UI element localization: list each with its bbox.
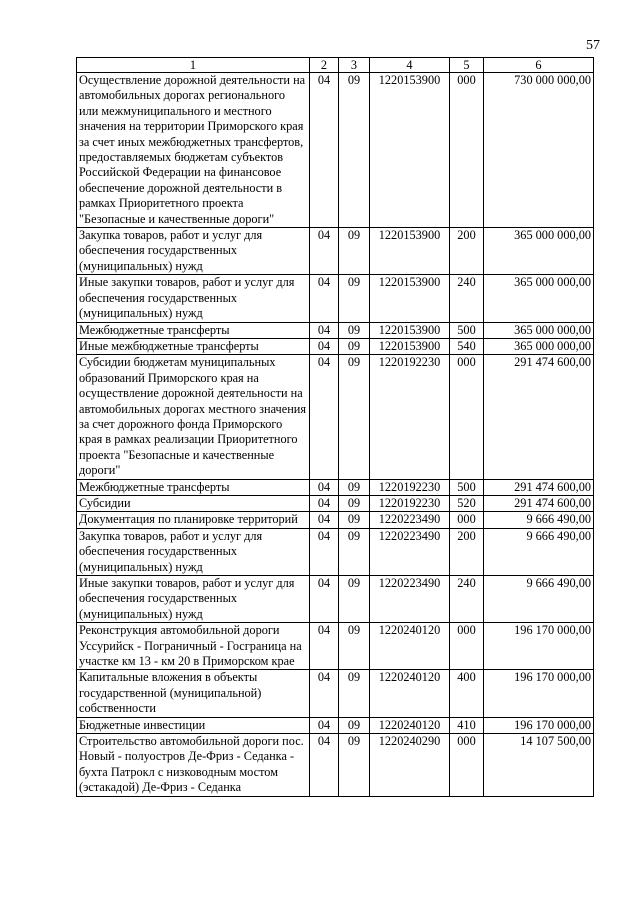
expense-type-cell: 240: [450, 275, 484, 322]
target-article-cell: 1220223490: [370, 512, 450, 528]
amount-cell: 365 000 000,00: [484, 228, 594, 275]
expense-type-cell: 000: [450, 512, 484, 528]
section-code-cell: 04: [310, 717, 339, 733]
amount-cell: 196 170 000,00: [484, 717, 594, 733]
table-row: [77, 528, 594, 575]
amount-cell: 365 000 000,00: [484, 275, 594, 322]
amount-cell: 365 000 000,00: [484, 322, 594, 338]
expense-type-cell: 000: [450, 73, 484, 228]
expense-type-cell: 200: [450, 528, 484, 575]
table-body: [77, 73, 594, 797]
table-row: [77, 275, 594, 322]
section-code-cell: 04: [310, 670, 339, 717]
subsection-code-cell: 09: [339, 528, 370, 575]
expense-type-cell: 410: [450, 717, 484, 733]
row-name-cell: Реконструкция автомобильной дороги Уссурийск - Пограничный - Госграница на участке км 13 - км 20 в Приморском крае: [77, 623, 310, 670]
subsection-code-cell: 09: [339, 275, 370, 322]
expense-type-cell: 540: [450, 338, 484, 354]
row-name-cell: Субсидии: [77, 495, 310, 511]
row-name-cell: Межбюджетные трансферты: [77, 479, 310, 495]
section-code-cell: 04: [310, 512, 339, 528]
table-row: [77, 355, 594, 479]
expense-type-cell: 500: [450, 322, 484, 338]
row-name-cell: Строительство автомобильной дороги пос. Новый - полуостров Де-Фриз - Седанка - бухта Патрокл с низководным мостом (эстакадой) Де-Фриз - Седанка: [77, 734, 310, 797]
table-row: [77, 228, 594, 275]
row-name-cell: Иные межбюджетные трансферты: [77, 338, 310, 354]
amount-cell: 196 170 000,00: [484, 670, 594, 717]
section-code-cell: 04: [310, 73, 339, 228]
target-article-cell: 1220153900: [370, 322, 450, 338]
table-row: [77, 479, 594, 495]
row-name-cell: Документация по планировке территорий: [77, 512, 310, 528]
subsection-code-cell: 09: [339, 670, 370, 717]
subsection-code-cell: 09: [339, 734, 370, 797]
expense-type-cell: 400: [450, 670, 484, 717]
target-article-cell: 1220223490: [370, 528, 450, 575]
expense-type-cell: 000: [450, 355, 484, 479]
subsection-code-cell: 09: [339, 623, 370, 670]
target-article-cell: 1220192230: [370, 355, 450, 479]
subsection-code-cell: 09: [339, 228, 370, 275]
expense-type-cell: 000: [450, 623, 484, 670]
section-code-cell: 04: [310, 734, 339, 797]
row-name-cell: Закупка товаров, работ и услуг для обеспечения государственных (муниципальных) нужд: [77, 228, 310, 275]
row-name-cell: Иные закупки товаров, работ и услуг для обеспечения государственных (муниципальных) нужд: [77, 275, 310, 322]
amount-cell: 14 107 500,00: [484, 734, 594, 797]
page-number: 57: [586, 38, 600, 53]
section-code-cell: 04: [310, 495, 339, 511]
table-row: [77, 338, 594, 354]
row-name-cell: Субсидии бюджетам муниципальных образований Приморского края на осуществление дорожной деятельности на автомобильных дорогах местного значения за счет дорожного фонда Приморского края в рамках реализации Приоритетного проекта "Безопасные и качественные дороги": [77, 355, 310, 479]
section-code-cell: 04: [310, 528, 339, 575]
section-code-cell: 04: [310, 355, 339, 479]
expense-type-cell: 000: [450, 734, 484, 797]
table-row: [77, 717, 594, 733]
table-row: [77, 322, 594, 338]
row-name-cell: Иные закупки товаров, работ и услуг для обеспечения государственных (муниципальных) нужд: [77, 576, 310, 623]
table-header-row: [77, 58, 594, 73]
amount-cell: 730 000 000,00: [484, 73, 594, 228]
target-article-cell: 1220192230: [370, 495, 450, 511]
amount-cell: 291 474 600,00: [484, 355, 594, 479]
amount-cell: 9 666 490,00: [484, 528, 594, 575]
column-header-3: 3: [339, 58, 370, 73]
section-code-cell: 04: [310, 322, 339, 338]
target-article-cell: 1220240120: [370, 623, 450, 670]
amount-cell: 291 474 600,00: [484, 479, 594, 495]
section-code-cell: 04: [310, 623, 339, 670]
amount-cell: 9 666 490,00: [484, 576, 594, 623]
table-row: [77, 495, 594, 511]
target-article-cell: 1220153900: [370, 338, 450, 354]
column-header-5: 5: [450, 58, 484, 73]
column-header-1: 1: [77, 58, 310, 73]
expense-type-cell: 520: [450, 495, 484, 511]
column-header-2: 2: [310, 58, 339, 73]
subsection-code-cell: 09: [339, 717, 370, 733]
row-name-cell: Закупка товаров, работ и услуг для обеспечения государственных (муниципальных) нужд: [77, 528, 310, 575]
target-article-cell: 1220240290: [370, 734, 450, 797]
subsection-code-cell: 09: [339, 355, 370, 479]
table-row: [77, 670, 594, 717]
row-name-cell: Осуществление дорожной деятельности на автомобильных дорогах регионального или межмуниципального и местного значения на территории Приморского края за счет иных межбюджетных трансфертов, предоставляемых бюджетам субъектов Российской Федерации на финансовое обеспечение дорожной деятельности в рамках Приоритетного проекта "Безопасные и качественные дороги": [77, 73, 310, 228]
table-row: [77, 623, 594, 670]
column-header-6: 6: [484, 58, 594, 73]
expense-type-cell: 500: [450, 479, 484, 495]
row-name-cell: Межбюджетные трансферты: [77, 322, 310, 338]
table-row: [77, 576, 594, 623]
amount-cell: 196 170 000,00: [484, 623, 594, 670]
subsection-code-cell: 09: [339, 495, 370, 511]
amount-cell: 9 666 490,00: [484, 512, 594, 528]
expense-type-cell: 200: [450, 228, 484, 275]
row-name-cell: Бюджетные инвестиции: [77, 717, 310, 733]
subsection-code-cell: 09: [339, 322, 370, 338]
target-article-cell: 1220153900: [370, 73, 450, 228]
subsection-code-cell: 09: [339, 512, 370, 528]
section-code-cell: 04: [310, 228, 339, 275]
amount-cell: 291 474 600,00: [484, 495, 594, 511]
subsection-code-cell: 09: [339, 576, 370, 623]
column-header-4: 4: [370, 58, 450, 73]
target-article-cell: 1220240120: [370, 670, 450, 717]
table-row: [77, 734, 594, 797]
table-row: [77, 73, 594, 228]
section-code-cell: 04: [310, 576, 339, 623]
amount-cell: 365 000 000,00: [484, 338, 594, 354]
expense-type-cell: 240: [450, 576, 484, 623]
subsection-code-cell: 09: [339, 73, 370, 228]
target-article-cell: 1220223490: [370, 576, 450, 623]
target-article-cell: 1220153900: [370, 228, 450, 275]
target-article-cell: 1220240120: [370, 717, 450, 733]
row-name-cell: Капитальные вложения в объекты государственной (муниципальной) собственности: [77, 670, 310, 717]
subsection-code-cell: 09: [339, 479, 370, 495]
target-article-cell: 1220153900: [370, 275, 450, 322]
budget-table: [76, 57, 594, 797]
target-article-cell: 1220192230: [370, 479, 450, 495]
section-code-cell: 04: [310, 479, 339, 495]
section-code-cell: 04: [310, 338, 339, 354]
subsection-code-cell: 09: [339, 338, 370, 354]
section-code-cell: 04: [310, 275, 339, 322]
table-row: [77, 512, 594, 528]
